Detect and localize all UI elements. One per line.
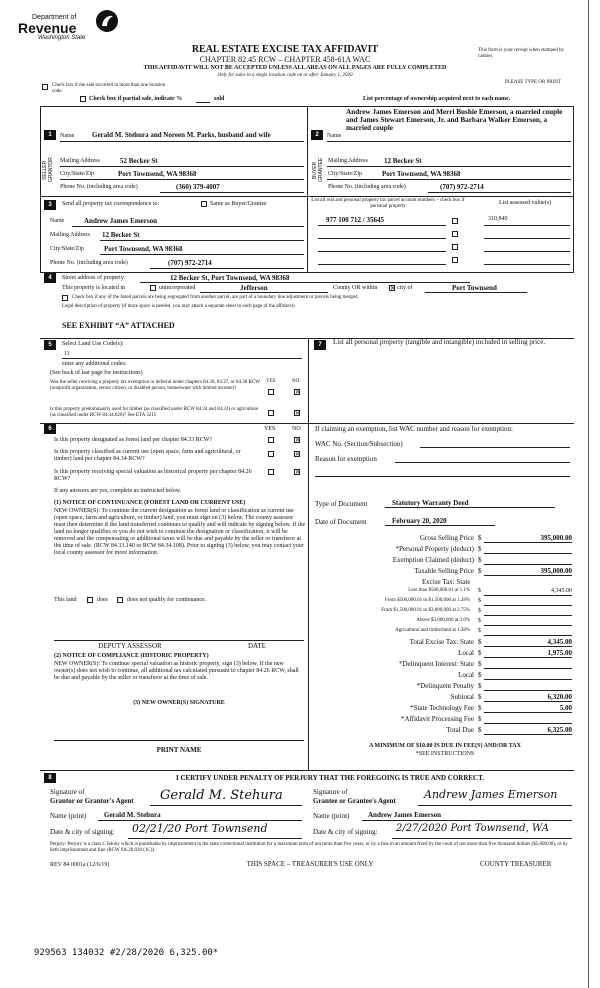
dept-line1: Department of bbox=[32, 14, 77, 21]
pct-list-note: List percentage of ownership acquired next to each name. bbox=[363, 96, 511, 102]
street-label: Street address of property: bbox=[62, 275, 126, 281]
dept-line3: Washington State bbox=[38, 35, 86, 41]
assessor-date-label: DATE bbox=[248, 642, 266, 650]
section-1-number: 1 bbox=[44, 130, 56, 140]
county-value: Jefferson bbox=[240, 284, 268, 292]
doc-type-label: Type of Document bbox=[315, 500, 368, 508]
grantor-signature: Gerald M. Stehura bbox=[160, 788, 283, 803]
total-row-value: 6,325.00 bbox=[547, 726, 572, 734]
lu-q1-yes-checkbox[interactable] bbox=[268, 389, 274, 395]
total-row-value: 1,975.00 bbox=[547, 649, 572, 657]
exhibit-a: SEE EXHIBIT “A” ATTACHED bbox=[62, 321, 175, 330]
grantor-name: Gerald M. Stehura bbox=[104, 811, 161, 819]
does-label: does bbox=[97, 597, 108, 603]
bracket-dollar: $ bbox=[478, 618, 481, 624]
legal-description-label: Legal description of property (if more space is needed, you may attach a separate sheet to each page of the affidavit) bbox=[62, 304, 295, 309]
grantor-name-label: Name (print) bbox=[50, 812, 87, 820]
lu-question-2: Is this property predominantly used for timber (as classified under RCW 84.34 and 84.33) or agriculture (as classified under RCW 84.34.020)? See ETA 3215 bbox=[50, 407, 259, 418]
segregated-label: Check box if any of the listed parcels are being segregated from another parcel, are part of a boundary line adjustment or parcels being merged. bbox=[72, 295, 359, 300]
total-row-label: Local bbox=[458, 649, 474, 657]
tax-row-prefix: $ bbox=[478, 534, 482, 542]
corr-city-label: City/State/Zip bbox=[50, 246, 84, 252]
segregated-checkbox[interactable] bbox=[62, 295, 68, 301]
street-address: 12 Becker St, Port Townsend, WA 98368 bbox=[170, 274, 290, 282]
bracket-label: From $500,000.01 to $1,500,000 at 1.28% bbox=[385, 598, 470, 603]
tax-row-label: *Personal Property (deduct) bbox=[395, 545, 474, 553]
certify-statement: I CERTIFY UNDER PENALTY OF PERJURY THAT THE FOREGOING IS TRUE AND CORRECT. bbox=[175, 774, 484, 782]
total-row-label: Total Excise Tax: State bbox=[409, 638, 474, 646]
corr-name-label: Name bbox=[50, 218, 65, 224]
s6-q2-yes-checkbox[interactable] bbox=[268, 451, 274, 457]
buyer-mail-label: Mailing Address bbox=[328, 158, 368, 164]
total-row-label: Local bbox=[458, 671, 474, 679]
city-value: Port Townsend bbox=[452, 284, 497, 292]
within-city-checkbox[interactable]: ✕ bbox=[390, 285, 396, 292]
see-back-label: (See back of last page for instructions) bbox=[50, 370, 143, 376]
seller-mail-label: Mailing Address bbox=[60, 158, 100, 164]
wac-label: WAC No. (Section/Subsection) bbox=[315, 440, 403, 448]
total-row-value: 5.00 bbox=[559, 704, 572, 712]
seller-city-label: City/State/Zip bbox=[60, 171, 94, 177]
bracket-label: Above $3,000,000 at 3.0% bbox=[416, 618, 470, 623]
total-row-label: Subtotal bbox=[450, 693, 474, 701]
bracket-value: 4,345.00 bbox=[551, 588, 572, 594]
lu-no-header: NO bbox=[292, 379, 300, 384]
buyer-city-label: City/State/Zip bbox=[328, 171, 362, 177]
doc-date-label: Date of Document bbox=[315, 518, 367, 526]
s6-q3-yes-checkbox[interactable] bbox=[268, 469, 274, 475]
seller-name: Gerald M. Stehura and Noreen M. Parks, husband and wife bbox=[92, 131, 271, 139]
does-checkbox[interactable] bbox=[87, 597, 93, 603]
new-owner-signature-label: (3) NEW OWNER(S) SIGNATURE bbox=[133, 700, 225, 706]
lu-question-1: Was the seller receiving a property tax exemption or deferral under chapters 84.36, 84.37, or 84.38 RCW (nonprofit organization, senior citizen, or disabled person, homeowner with limited income)? bbox=[50, 380, 260, 391]
county-label: County OR within bbox=[333, 285, 378, 291]
section-6-number: 6 bbox=[44, 424, 56, 434]
section-7-number: 7 bbox=[314, 340, 326, 350]
sold-label: sold bbox=[214, 96, 225, 102]
grantee-date-city: 2/27/2020 Port Townsend, WA bbox=[396, 823, 549, 834]
correspondence-label: Send all property tax correspondence to: bbox=[62, 201, 160, 207]
section-5-number: 5 bbox=[44, 340, 56, 350]
county-treasurer: COUNTY TREASURER bbox=[480, 860, 552, 868]
does-not-label: does not qualify for continuance. bbox=[127, 597, 207, 603]
seller-name-label: Name bbox=[60, 133, 75, 139]
partial-sale-checkbox[interactable] bbox=[80, 96, 86, 102]
tax-row-label: Exemption Claimed (deduct) bbox=[392, 556, 474, 564]
assessed-value: 310,840 bbox=[488, 216, 508, 222]
bracket-dollar: $ bbox=[478, 608, 481, 614]
parcel-header: List all real and personal property tax parcel account numbers – check box if personal property bbox=[311, 198, 465, 209]
buyer-name-label: Name bbox=[327, 133, 342, 139]
bracket-label: From $1,500,000.01 to $3,000,000 at 2.75% bbox=[381, 608, 470, 613]
multi-location-checkbox[interactable] bbox=[42, 84, 48, 90]
doc-type: Statutory Warranty Deed bbox=[392, 499, 469, 507]
section-2-number: 2 bbox=[311, 130, 323, 140]
doc-date: February 20, 2020 bbox=[392, 517, 447, 525]
s6-any-yes: If any answers are yes, complete as instructed below. bbox=[54, 488, 182, 494]
lu-yes-header: YES bbox=[266, 379, 276, 384]
total-row-dollar: $ bbox=[478, 671, 482, 679]
reason-label: Reason for exemption bbox=[315, 455, 377, 463]
s6-question-3: Is this property receiving special valuation as historical property per chapter 84.26 RCW? bbox=[54, 469, 252, 482]
corr-mail-label: Mailing Address bbox=[50, 232, 90, 238]
personal-property-label: List all personal property (tangible and intangible) included in selling price. bbox=[333, 338, 546, 346]
grantee-sig-label1: Signature of bbox=[313, 788, 348, 796]
form-subtitle: CHAPTER 82.45 RCW – CHAPTER 458-61A WAC bbox=[199, 55, 371, 64]
tax-row-prefix: $ bbox=[478, 556, 482, 564]
section-4-number: 4 bbox=[44, 273, 56, 283]
seller-city: Port Townsend, WA 98368 bbox=[118, 170, 197, 178]
total-row-dollar: $ bbox=[478, 682, 482, 690]
bracket-label: Less than $500,000.01 at 1.1% bbox=[408, 588, 470, 593]
form-number: REV 84 0001a (12/6/19) bbox=[50, 862, 110, 868]
s6-q1-yes-checkbox[interactable] bbox=[268, 437, 274, 443]
bracket-dollar: $ bbox=[478, 628, 481, 634]
buyer-phone: (707) 972-2714 bbox=[440, 183, 484, 191]
total-row-dollar: $ bbox=[478, 693, 482, 701]
corr-name: Andrew James Emerson bbox=[84, 217, 157, 225]
seller-mail: 52 Becker St bbox=[120, 157, 158, 165]
lu-q1-no-checkbox[interactable]: ✕ bbox=[295, 389, 301, 396]
city-of-label: city of bbox=[397, 285, 413, 291]
grantor-sig-label1: Signature of bbox=[50, 788, 85, 796]
tax-row-value: 395,000.00 bbox=[540, 567, 572, 575]
parcel-2-personal-checkbox[interactable] bbox=[452, 231, 458, 237]
bracket-label: Agricultural and timberland at 1.28% bbox=[395, 628, 470, 633]
partial-sale-label: Check box if partial sale, indicate % bbox=[89, 96, 183, 102]
seller-side-label: SELLER GRANTOR bbox=[42, 157, 54, 183]
continuance-heading: (1) NOTICE OF CONTINUANCE (FOREST LAND OR CURRENT USE) bbox=[54, 500, 246, 506]
total-row-label: *Affidavit Processing Fee bbox=[401, 715, 474, 723]
s6-q2-no-checkbox[interactable]: ✕ bbox=[295, 451, 301, 458]
tax-row-label: Taxable Selling Price bbox=[414, 567, 474, 575]
corr-city: Port Townsend, WA 98368 bbox=[104, 245, 183, 253]
parcel-1-personal-checkbox[interactable] bbox=[452, 218, 458, 224]
deputy-assessor-label: DEPUTY ASSESSOR bbox=[98, 642, 162, 650]
dor-logo bbox=[18, 8, 128, 44]
grantor-date-city: 02/21/20 Port Townsend bbox=[132, 822, 268, 835]
total-row-dollar: $ bbox=[478, 638, 482, 646]
same-as-buyer-label: Same as Buyer/Grantee bbox=[210, 201, 267, 207]
grantee-name: Andrew James Emerson bbox=[368, 811, 441, 819]
tax-row-prefix: $ bbox=[478, 545, 482, 553]
seller-phone: (360) 379-4007 bbox=[176, 183, 220, 191]
grantee-name-label: Name (print) bbox=[313, 812, 350, 820]
total-row-dollar: $ bbox=[478, 660, 482, 668]
s6-yes-header: YES bbox=[264, 426, 276, 432]
land-use-code: 11 bbox=[64, 351, 70, 357]
bracket-dollar: $ bbox=[478, 588, 481, 594]
treasurer-stamp: 929563 134032 #2/28/2020 6,325.00* bbox=[34, 948, 219, 958]
total-row-label: Total Due bbox=[446, 726, 474, 734]
grantor-date-label: Date & city of signing: bbox=[50, 828, 115, 836]
tax-top-rows bbox=[310, 534, 572, 578]
treasurer-space: THIS SPACE – TREASURER'S USE ONLY bbox=[246, 860, 374, 868]
compliance-text: NEW OWNER(S): To continue special valuation as historic property, sign (3) below. If the new owner(s) does not wish to continue, all additional tax calculated pursuant to chapter 84.26 RCW, shall be due and payable by the seller or transferor at the time of sale. bbox=[54, 661, 299, 681]
does-not-checkbox[interactable] bbox=[117, 597, 123, 603]
excise-state-label: Excise Tax: State bbox=[422, 578, 471, 586]
total-row-value: 6,320.00 bbox=[547, 693, 572, 701]
this-land-label: This land bbox=[54, 597, 77, 603]
tax-row-label: Gross Selling Price bbox=[419, 534, 474, 542]
compliance-heading: (2) NOTICE OF COMPLIANCE (HISTORIC PROPERTY) bbox=[54, 653, 209, 659]
section-8-number: 8 bbox=[44, 773, 56, 783]
tax-row-prefix: $ bbox=[478, 567, 482, 575]
buyer-city: Port Townsend, WA 98368 bbox=[382, 170, 461, 178]
unincorporated-label: unincorporated bbox=[159, 285, 196, 291]
only-for: Only for sales in a single location code on or after January 1, 2020 bbox=[217, 73, 353, 78]
s6-q3-no-checkbox[interactable]: ✕ bbox=[295, 469, 301, 476]
assessed-header: List assessed value(s) bbox=[499, 200, 551, 206]
total-row-dollar: $ bbox=[478, 704, 482, 712]
seller-phone-label: Phone No. (including area code) bbox=[60, 184, 138, 190]
corr-mail: 12 Becker St bbox=[102, 231, 140, 239]
parcel-4-personal-checkbox[interactable] bbox=[452, 257, 458, 263]
bracket-dollar: $ bbox=[478, 598, 481, 604]
lu-q2-no-checkbox[interactable]: ✕ bbox=[295, 410, 301, 417]
buyer-phone-label: Phone No. (including area code) bbox=[328, 184, 406, 190]
unincorporated-checkbox[interactable] bbox=[150, 285, 156, 291]
grantee-date-label: Date & city of signing: bbox=[313, 828, 378, 836]
continuance-text: NEW OWNER(S): To continue the current designation as forest land or classification as current use (open space, farm and agriculture, or timber) land, you must sign on (3) below. The county assessor must then determine if the land transferred continues to qualify and will indicate by signing below. If the land no longer qualifies or you do not wish to continue the designation or classification, it will be removed and the compensating or additional taxes will be due and payable by the seller or transferor at the time of sale. (RCW 84.33.140 or RCW 84.34.108). Prior to signing (3) below, you may contact your local county assessor for more information. bbox=[54, 508, 306, 556]
located-label: This property is located in bbox=[62, 285, 125, 291]
minimum-fee-note: A MINIMUM OF $10.00 IS DUE IN FEE(S) AND/OR TAX bbox=[369, 743, 521, 749]
exemption-label: If claiming an exemption, list WAC number and reason for exemption: bbox=[315, 425, 513, 433]
parcel-3-personal-checkbox[interactable] bbox=[452, 244, 458, 250]
section-3-number: 3 bbox=[44, 200, 56, 210]
grantee-signature: Andrew James Emerson bbox=[424, 788, 558, 801]
land-use-label: Select Land Use Code(s): bbox=[62, 341, 124, 347]
same-as-buyer-checkbox[interactable] bbox=[201, 201, 207, 207]
multi-location-label: Check box if the sale occurred in more than one location code. bbox=[52, 83, 166, 94]
form-warning: THIS AFFIDAVIT WILL NOT BE ACCEPTED UNLESS ALL AREAS ON ALL PAGES ARE FULLY COMPLETED bbox=[143, 65, 447, 71]
perjury-notice: Perjury: Perjury is a class C felony which is punishable by imprisonment in the state correctional institution for a maximum term of not more than five years, or by a fine in an amount fixed by the court of not more than five thousand dollars ($5,000.00), or by both imprisonment and fine (RCW 9A.20.020 (1C)). bbox=[50, 842, 568, 853]
total-row-dollar: $ bbox=[478, 649, 482, 657]
see-instructions-note: *SEE INSTRUCTIONS bbox=[415, 751, 475, 757]
dept-line2: Revenue bbox=[18, 20, 77, 36]
total-row-value: 4,345.00 bbox=[547, 638, 572, 646]
buyer-name: Andrew James Emerson and Merri Bushie Emerson, a married couple and James Stewart Emerson, Jr. and Barbara Walker Emerson, a married couple bbox=[346, 108, 563, 132]
s6-q1-no-checkbox[interactable]: ✕ bbox=[295, 437, 301, 444]
tax-totals bbox=[310, 638, 572, 740]
form-title: REAL ESTATE EXCISE TAX AFFIDAVIT bbox=[191, 44, 379, 55]
s6-question-1: Is this property designated as forest land per chapter 84.33 RCW? bbox=[54, 437, 213, 443]
total-row-label: *Delinquent Interest: State bbox=[398, 660, 474, 668]
buyer-side-label: BUYER GRANTEE bbox=[312, 157, 324, 183]
tax-row-value: 395,000.00 bbox=[540, 534, 572, 542]
lu-q2-yes-checkbox[interactable] bbox=[268, 410, 274, 416]
parcel-number: 977 100 712 / 35645 bbox=[326, 216, 384, 224]
corr-phone-label: Phone No. (including area code) bbox=[50, 260, 128, 266]
s6-question-2: Is this property classified as current use (open space, farm and agricultural, or timber) land per chapter 84.34 RCW? bbox=[54, 449, 241, 462]
total-row-label: *State Technology Fee bbox=[410, 704, 474, 712]
grantee-sig-label2: Grantee or Grantee's Agent bbox=[313, 797, 396, 805]
corr-phone: (707) 972-2714 bbox=[168, 259, 212, 267]
total-row-label: *Delinquent Penalty bbox=[416, 682, 474, 690]
grantor-sig-label2: Grantor or Grantor's Agent bbox=[50, 797, 134, 805]
total-row-dollar: $ bbox=[478, 726, 482, 734]
stamp-note: This form is your receipt when stamped by cashier. bbox=[478, 48, 564, 59]
print-name-label: PRINT NAME bbox=[156, 746, 202, 754]
partial-sale-pct[interactable] bbox=[196, 102, 210, 103]
dor-logo-icon bbox=[94, 8, 120, 34]
buyer-mail: 12 Becker St bbox=[384, 157, 422, 165]
type-or-print: PLEASE TYPE OR PRINT bbox=[505, 80, 561, 85]
total-row-dollar: $ bbox=[478, 715, 482, 723]
additional-codes-label: enter any additional codes: bbox=[62, 361, 127, 367]
s6-no-header: NO bbox=[292, 426, 301, 432]
